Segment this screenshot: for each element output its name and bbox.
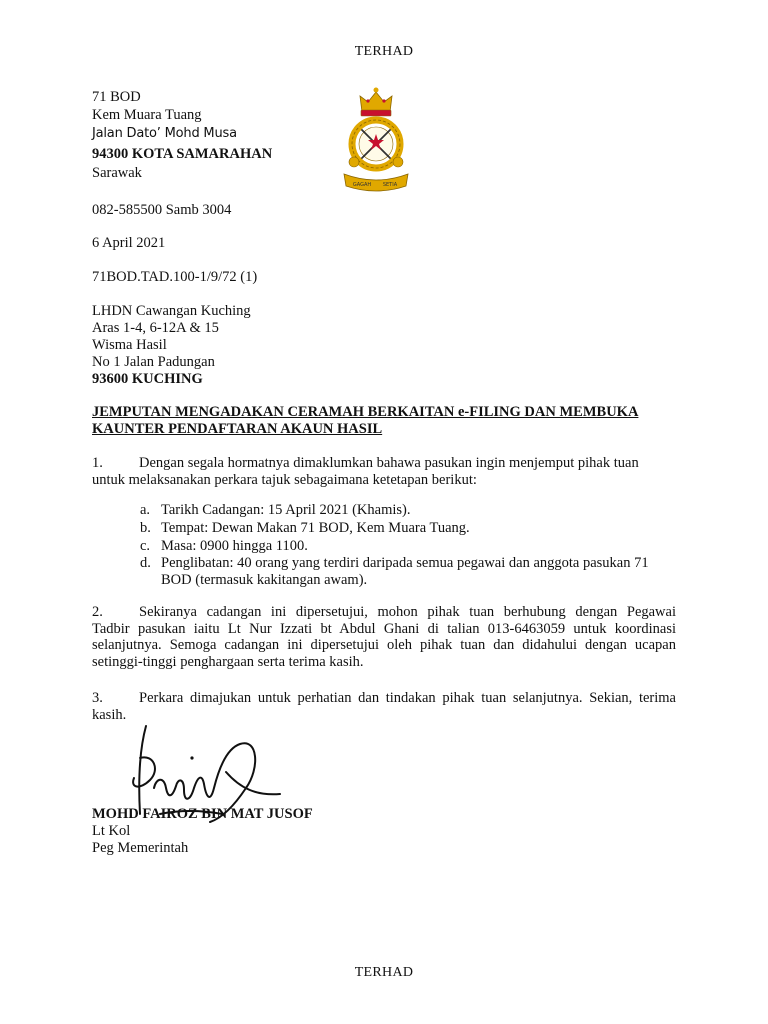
sender-phone: 082-585500 Samb 3004 bbox=[92, 202, 232, 218]
signatory-position: Peg Memerintah bbox=[92, 840, 189, 856]
recipient-name: LHDN Cawangan Kuching bbox=[92, 303, 251, 319]
detail-text: Tarikh Cadangan: 15 April 2021 (Khamis). bbox=[161, 502, 411, 518]
header-classification: TERHAD bbox=[354, 44, 414, 59]
detail-marker: d. bbox=[140, 555, 151, 571]
paragraph-2 bbox=[92, 604, 676, 670]
paragraph-text: kasih. bbox=[92, 706, 127, 723]
recipient-building: Wisma Hasil bbox=[92, 337, 167, 353]
subject-line-1: JEMPUTAN MENGADAKAN CERAMAH BERKAITAN e-FILING DAN MEMBUKA bbox=[92, 404, 639, 420]
crown-icon bbox=[360, 88, 392, 117]
paragraph-number: 2. bbox=[92, 604, 103, 620]
recipient-postcode-city: 93600 KUCHING bbox=[92, 371, 203, 387]
paragraph-first-line: Sekiranya cadangan ini dipersetujui, mohon pihak tuan berhubung dengan Pegawai bbox=[139, 604, 676, 620]
sender-unit: 71 BOD bbox=[92, 89, 141, 105]
detail-text: Tempat: Dewan Makan 71 BOD, Kem Muara Tuang. bbox=[161, 520, 470, 536]
paragraph-text: Tadbir pasukan iaitu Lt Nur Izzati bt Abdul Ghani di talian 013-6463059 untuk koordinasi selanjutnya. Semoga cadangan ini dipersetujui oleh pihak tuan dan didahului dengan ucapan setinggi-tinggi penghargaan serta terima kasih. bbox=[92, 620, 676, 670]
army-crest-emblem bbox=[340, 82, 412, 200]
motto-right-text: SETIA bbox=[382, 182, 398, 188]
paragraph-first-line: Perkara dimajukan untuk perhatian dan tindakan pihak tuan selanjutnya. Sekian, terima bbox=[139, 690, 676, 706]
signatory-rank: Lt Kol bbox=[92, 823, 131, 839]
recipient-floors: Aras 1-4, 6-12A & 15 bbox=[92, 320, 219, 336]
detail-marker: a. bbox=[140, 502, 151, 518]
detail-text: Penglibatan: 40 orang yang terdiri daripada semua pegawai dan anggota pasukan 71 BOD (termasuk kakitangan awam). bbox=[161, 555, 649, 588]
letter-reference: 71BOD.TAD.100-1/9/72 (1) bbox=[92, 269, 258, 285]
detail-marker: c. bbox=[140, 538, 151, 554]
letter-date: 6 April 2021 bbox=[92, 235, 166, 251]
sender-camp: Kem Muara Tuang bbox=[92, 107, 202, 123]
sender-street: Jalan Dato’ Mohd Musa bbox=[92, 126, 237, 141]
detail-marker: b. bbox=[140, 520, 151, 536]
paragraph-1 bbox=[92, 455, 676, 488]
subject-line-2: KAUNTER PENDAFTARAN AKAUN HASIL bbox=[92, 421, 383, 437]
paragraph-text: untuk melaksanakan perkara tajuk sebagaimana ketetapan berikut: bbox=[92, 471, 477, 488]
paragraph-number: 1. bbox=[92, 455, 103, 471]
signatory-name: MOHD FAIROZ BIN MAT JUSOF bbox=[92, 806, 313, 822]
detail-text: Masa: 0900 hingga 1100. bbox=[161, 538, 308, 554]
paragraph-first-line: Dengan segala hormatnya dimaklumkan bahawa pasukan ingin menjemput pihak tuan bbox=[139, 455, 639, 471]
footer-classification: TERHAD bbox=[354, 965, 414, 980]
sender-postcode-city: 94300 KOTA SAMARAHAN bbox=[92, 146, 273, 162]
recipient-street: No 1 Jalan Padungan bbox=[92, 354, 215, 370]
motto-left-text: GAGAH bbox=[352, 182, 372, 188]
sender-state: Sarawak bbox=[92, 165, 142, 181]
paragraph-number: 3. bbox=[92, 690, 103, 706]
